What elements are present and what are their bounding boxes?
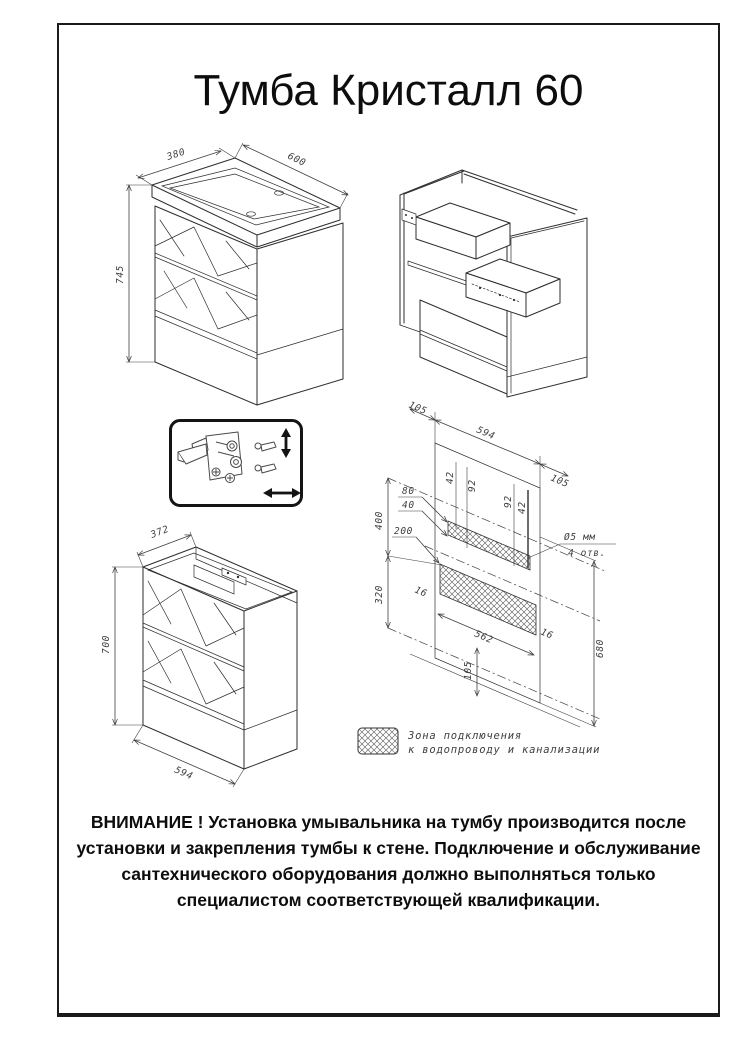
crystal-pattern-drawer-1 [155, 220, 257, 276]
dim-hole-right-2: 92 [503, 495, 514, 508]
holes-note-count: 4 отв. [568, 548, 606, 559]
dim-zone-bottom: 320 [374, 585, 385, 604]
crystal-pattern-drawer-2 [143, 641, 244, 704]
connection-zone-upper [448, 521, 530, 570]
cabinet-only-drawing [96, 512, 366, 797]
warning-line-4: специалистом соответствующей квалификации. [176, 890, 601, 910]
crystal-pattern-drawer-2 [155, 271, 257, 329]
dim-width-label: 594 [172, 764, 195, 783]
holes-note-diameter: Ø5 мм [564, 532, 596, 543]
wall-mounting-template-drawing [350, 396, 650, 771]
warning-line-2: установки и закрепления тумбы к стене. Подключение и обслуживание [76, 838, 701, 858]
vanity-with-basin-drawing [112, 142, 372, 408]
slide-mechanism [206, 432, 242, 480]
cabinet-top-opening [143, 547, 297, 611]
legend-line-1: Зона подключения [408, 730, 522, 742]
dim-edge-left: 16 [412, 584, 429, 600]
page-title: Тумба Кристалл 60 [193, 66, 584, 115]
dim-height-label: 700 [101, 635, 112, 654]
dim-hole-left-2: 92 [467, 479, 478, 492]
warning-line-3: сантехнического оборудования должно выполняться только [121, 864, 656, 884]
dim-band-1: 80 [402, 486, 415, 497]
basin-top [152, 158, 340, 235]
dim-height-label: 745 [115, 265, 126, 284]
arrow-left-right-icon [263, 488, 301, 498]
dim-hole-right-1: 42 [517, 501, 528, 514]
bottom-drawer-front [420, 300, 507, 394]
legend-hatch-swatch [358, 728, 398, 754]
dim-offset-top-right: 105 [548, 472, 571, 491]
dim-width-top: 594 [474, 424, 497, 443]
dim-band-2: 40 [402, 500, 415, 511]
arrow-up-down-icon [281, 428, 291, 458]
carcass-open-drawers-drawing [388, 165, 623, 405]
cam-lever-top [255, 442, 276, 451]
connection-zone-lower [440, 564, 536, 635]
warning-line-1: ВНИМАНИЕ ! Установка умывальника на тумбу производится после [90, 812, 687, 832]
dim-height-total: 680 [595, 639, 606, 658]
dim-zone-top: 400 [374, 511, 385, 530]
dim-hole-left-1: 42 [445, 471, 456, 484]
slide-adjustment-detail-box [169, 419, 303, 507]
dim-zone-mid: 200 [394, 526, 413, 537]
dim-width-bottom: 562 [472, 628, 495, 647]
dim-width-label: 600 [285, 150, 308, 169]
warning-text [62, 809, 715, 913]
dim-depth-label: 380 [165, 146, 187, 163]
dim-offset-bottom: 105 [463, 661, 474, 680]
dim-offset-top-left: 105 [406, 399, 429, 418]
cam-lever-bottom [255, 464, 276, 473]
legend-line-2: к водопроводу и канализации [408, 744, 601, 756]
dim-edge-right: 16 [538, 626, 555, 642]
dim-depth-label: 372 [149, 523, 171, 541]
